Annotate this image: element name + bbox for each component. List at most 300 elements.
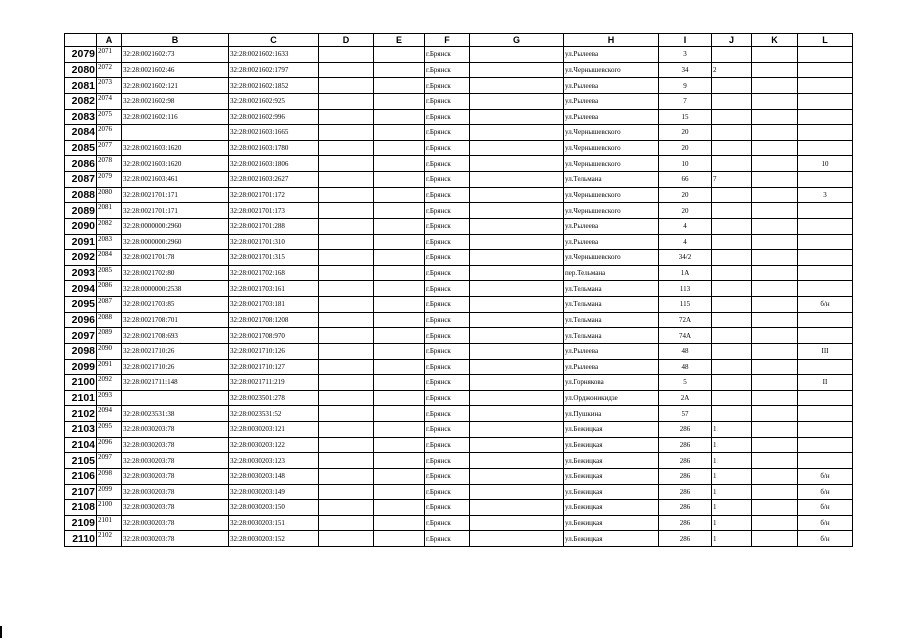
cell-h[interactable]: ул.Чернышевского <box>564 156 659 172</box>
row-number[interactable]: 2091 <box>65 234 97 250</box>
column-header-i[interactable]: I <box>659 34 712 47</box>
cell-h[interactable]: ул.Бежицкая <box>564 468 659 484</box>
cell-e[interactable] <box>374 78 425 94</box>
cell-c[interactable]: 32:28:0021701:173 <box>229 203 319 219</box>
cell-h[interactable]: ул.Рылеева <box>564 47 659 63</box>
cell-c[interactable]: 32:28:0021602:1633 <box>229 47 319 63</box>
cell-g[interactable] <box>470 234 564 250</box>
cell-j[interactable]: 1 <box>712 484 752 500</box>
cell-l[interactable] <box>798 78 853 94</box>
cell-k[interactable] <box>752 437 798 453</box>
table-row[interactable] <box>65 468 853 484</box>
cell-d[interactable] <box>319 406 374 422</box>
cell-d[interactable] <box>319 78 374 94</box>
cell-h[interactable]: ул.Рылеева <box>564 359 659 375</box>
cell-e[interactable] <box>374 437 425 453</box>
cell-k[interactable] <box>752 343 798 359</box>
column-header-k[interactable]: K <box>752 34 798 47</box>
cell-j[interactable]: 1 <box>712 468 752 484</box>
row-number[interactable]: 2085 <box>65 140 97 156</box>
cell-g[interactable] <box>470 312 564 328</box>
cell-k[interactable] <box>752 515 798 531</box>
cell-k[interactable] <box>752 328 798 344</box>
cell-f[interactable]: г.Брянск <box>425 234 470 250</box>
cell-j[interactable]: 1 <box>712 437 752 453</box>
cell-j[interactable] <box>712 93 752 109</box>
table-row[interactable] <box>65 390 853 406</box>
table-row[interactable] <box>65 359 853 375</box>
cell-d[interactable] <box>319 515 374 531</box>
cell-i[interactable]: 286 <box>659 515 712 531</box>
cell-d[interactable] <box>319 437 374 453</box>
cell-f[interactable]: г.Брянск <box>425 47 470 63</box>
cell-h[interactable]: ул.Горнякова <box>564 375 659 391</box>
cell-a[interactable]: 2091 <box>97 359 122 375</box>
table-row[interactable] <box>65 297 853 313</box>
cell-j[interactable] <box>712 47 752 63</box>
cell-b[interactable]: 32:28:0030203:78 <box>122 437 229 453</box>
cell-l[interactable]: б/н <box>798 468 853 484</box>
table-row[interactable] <box>65 125 853 141</box>
cell-i[interactable]: 286 <box>659 437 712 453</box>
cell-a[interactable]: 2101 <box>97 515 122 531</box>
cell-b[interactable]: 32:28:0021708:701 <box>122 312 229 328</box>
cell-j[interactable] <box>712 406 752 422</box>
cell-d[interactable] <box>319 375 374 391</box>
cell-g[interactable] <box>470 422 564 438</box>
cell-d[interactable] <box>319 359 374 375</box>
cell-g[interactable] <box>470 156 564 172</box>
row-number[interactable]: 2082 <box>65 93 97 109</box>
cell-l[interactable]: 10 <box>798 156 853 172</box>
cell-e[interactable] <box>374 187 425 203</box>
column-header-l[interactable]: L <box>798 34 853 47</box>
cell-k[interactable] <box>752 140 798 156</box>
cell-e[interactable] <box>374 203 425 219</box>
cell-d[interactable] <box>319 343 374 359</box>
cell-h[interactable]: ул.Рылеева <box>564 78 659 94</box>
cell-i[interactable]: 66 <box>659 172 712 188</box>
cell-b[interactable]: 32:28:0021602:46 <box>122 62 229 78</box>
cell-a[interactable]: 2073 <box>97 78 122 94</box>
row-number[interactable]: 2107 <box>65 484 97 500</box>
cell-k[interactable] <box>752 78 798 94</box>
cell-k[interactable] <box>752 47 798 63</box>
cell-h[interactable]: ул.Тельмана <box>564 172 659 188</box>
cell-c[interactable]: 32:28:0021602:1852 <box>229 78 319 94</box>
cell-e[interactable] <box>374 218 425 234</box>
cell-b[interactable]: 32:28:0021710:26 <box>122 343 229 359</box>
cell-g[interactable] <box>470 515 564 531</box>
cell-f[interactable]: г.Брянск <box>425 62 470 78</box>
cell-k[interactable] <box>752 406 798 422</box>
cell-k[interactable] <box>752 125 798 141</box>
table-row[interactable] <box>65 62 853 78</box>
cell-e[interactable] <box>374 265 425 281</box>
cell-k[interactable] <box>752 203 798 219</box>
cell-h[interactable]: ул.Бежицкая <box>564 437 659 453</box>
cell-a[interactable]: 2081 <box>97 203 122 219</box>
cell-a[interactable]: 2082 <box>97 218 122 234</box>
cell-g[interactable] <box>470 250 564 266</box>
cell-c[interactable]: 32:28:0030203:122 <box>229 437 319 453</box>
table-row[interactable] <box>65 375 853 391</box>
cell-l[interactable] <box>798 328 853 344</box>
cell-e[interactable] <box>374 156 425 172</box>
cell-b[interactable]: 32:28:0030203:78 <box>122 468 229 484</box>
cell-c[interactable]: 32:28:0021603:1806 <box>229 156 319 172</box>
cell-l[interactable]: б/н <box>798 500 853 516</box>
cell-g[interactable] <box>470 406 564 422</box>
cell-j[interactable] <box>712 390 752 406</box>
cell-f[interactable]: г.Брянск <box>425 93 470 109</box>
cell-j[interactable] <box>712 187 752 203</box>
cell-d[interactable] <box>319 390 374 406</box>
column-header-a[interactable]: A <box>97 34 122 47</box>
cell-c[interactable]: 32:28:0023531:52 <box>229 406 319 422</box>
cell-h[interactable]: ул.Орджоникидзе <box>564 390 659 406</box>
cell-a[interactable]: 2095 <box>97 422 122 438</box>
cell-c[interactable]: 32:28:0021708:1208 <box>229 312 319 328</box>
cell-l[interactable]: III <box>798 343 853 359</box>
cell-l[interactable]: б/н <box>798 297 853 313</box>
cell-g[interactable] <box>470 218 564 234</box>
cell-g[interactable] <box>470 343 564 359</box>
cell-c[interactable]: 32:28:0021708:970 <box>229 328 319 344</box>
cell-c[interactable]: 32:28:0021701:310 <box>229 234 319 250</box>
cell-h[interactable]: пер.Тельмана <box>564 265 659 281</box>
cell-c[interactable]: 32:28:0021703:161 <box>229 281 319 297</box>
row-number[interactable]: 2089 <box>65 203 97 219</box>
cell-b[interactable]: 32:28:0021602:116 <box>122 109 229 125</box>
cell-a[interactable]: 2092 <box>97 375 122 391</box>
cell-l[interactable] <box>798 390 853 406</box>
cell-f[interactable]: г.Брянск <box>425 390 470 406</box>
cell-a[interactable]: 2071 <box>97 47 122 63</box>
cell-d[interactable] <box>319 172 374 188</box>
cell-a[interactable]: 2077 <box>97 140 122 156</box>
cell-a[interactable]: 2088 <box>97 312 122 328</box>
cell-c[interactable]: 32:28:0030203:152 <box>229 531 319 547</box>
cell-g[interactable] <box>470 93 564 109</box>
cell-k[interactable] <box>752 93 798 109</box>
cell-k[interactable] <box>752 453 798 469</box>
cell-k[interactable] <box>752 265 798 281</box>
cell-c[interactable]: 32:28:0023501:278 <box>229 390 319 406</box>
cell-c[interactable]: 32:28:0021602:925 <box>229 93 319 109</box>
cell-a[interactable]: 2090 <box>97 343 122 359</box>
cell-k[interactable] <box>752 62 798 78</box>
cell-a[interactable]: 2099 <box>97 484 122 500</box>
cell-l[interactable] <box>798 140 853 156</box>
cell-f[interactable]: г.Брянск <box>425 500 470 516</box>
cell-k[interactable] <box>752 312 798 328</box>
cell-g[interactable] <box>470 187 564 203</box>
table-row[interactable] <box>65 484 853 500</box>
row-number[interactable]: 2105 <box>65 453 97 469</box>
cell-l[interactable] <box>798 47 853 63</box>
cell-l[interactable] <box>798 437 853 453</box>
row-number[interactable]: 2095 <box>65 297 97 313</box>
cell-j[interactable]: 1 <box>712 531 752 547</box>
cell-e[interactable] <box>374 297 425 313</box>
cell-c[interactable]: 32:28:0021701:315 <box>229 250 319 266</box>
cell-g[interactable] <box>470 500 564 516</box>
cell-l[interactable] <box>798 172 853 188</box>
table-row[interactable] <box>65 281 853 297</box>
cell-j[interactable] <box>712 281 752 297</box>
cell-k[interactable] <box>752 390 798 406</box>
cell-b[interactable]: 32:28:0021701:78 <box>122 250 229 266</box>
cell-k[interactable] <box>752 187 798 203</box>
cell-a[interactable]: 2078 <box>97 156 122 172</box>
cell-i[interactable]: 34/2 <box>659 250 712 266</box>
cell-a[interactable]: 2096 <box>97 437 122 453</box>
row-number[interactable]: 2096 <box>65 312 97 328</box>
cell-e[interactable] <box>374 343 425 359</box>
cell-a[interactable]: 2100 <box>97 500 122 516</box>
cell-c[interactable]: 32:28:0030203:148 <box>229 468 319 484</box>
cell-g[interactable] <box>470 125 564 141</box>
row-number[interactable]: 2103 <box>65 422 97 438</box>
cell-g[interactable] <box>470 453 564 469</box>
cell-h[interactable]: ул.Рылеева <box>564 109 659 125</box>
cell-a[interactable]: 2087 <box>97 297 122 313</box>
cell-a[interactable]: 2102 <box>97 531 122 547</box>
cell-e[interactable] <box>374 47 425 63</box>
cell-j[interactable]: 7 <box>712 172 752 188</box>
column-header-f[interactable]: F <box>425 34 470 47</box>
cell-g[interactable] <box>470 172 564 188</box>
cell-i[interactable]: 20 <box>659 125 712 141</box>
cell-c[interactable]: 32:28:0021701:172 <box>229 187 319 203</box>
row-number[interactable]: 2079 <box>65 47 97 63</box>
cell-h[interactable]: ул.Чернышевского <box>564 203 659 219</box>
row-number[interactable]: 2081 <box>65 78 97 94</box>
cell-c[interactable]: 32:28:0021603:1780 <box>229 140 319 156</box>
cell-k[interactable] <box>752 359 798 375</box>
cell-k[interactable] <box>752 500 798 516</box>
cell-l[interactable] <box>798 281 853 297</box>
cell-b[interactable]: 32:28:0021701:171 <box>122 187 229 203</box>
cell-i[interactable]: 74А <box>659 328 712 344</box>
cell-d[interactable] <box>319 531 374 547</box>
table-row[interactable] <box>65 172 853 188</box>
table-row[interactable] <box>65 203 853 219</box>
row-number[interactable]: 2080 <box>65 62 97 78</box>
cell-c[interactable]: 32:28:0021701:288 <box>229 218 319 234</box>
cell-j[interactable] <box>712 343 752 359</box>
row-number[interactable]: 2093 <box>65 265 97 281</box>
cell-d[interactable] <box>319 453 374 469</box>
cell-d[interactable] <box>319 125 374 141</box>
row-number[interactable]: 2109 <box>65 515 97 531</box>
cell-h[interactable]: ул.Рылеева <box>564 343 659 359</box>
cell-i[interactable]: 286 <box>659 422 712 438</box>
cell-e[interactable] <box>374 468 425 484</box>
cell-b[interactable]: 32:28:0021602:73 <box>122 47 229 63</box>
cell-i[interactable]: 10 <box>659 156 712 172</box>
cell-e[interactable] <box>374 62 425 78</box>
cell-k[interactable] <box>752 172 798 188</box>
cell-e[interactable] <box>374 500 425 516</box>
cell-j[interactable] <box>712 140 752 156</box>
column-header-h[interactable]: H <box>564 34 659 47</box>
cell-d[interactable] <box>319 93 374 109</box>
row-number[interactable]: 2087 <box>65 172 97 188</box>
cell-h[interactable]: ул.Чернышевского <box>564 250 659 266</box>
column-header-c[interactable]: C <box>229 34 319 47</box>
cell-a[interactable]: 2079 <box>97 172 122 188</box>
cell-b[interactable]: 32:28:0021702:80 <box>122 265 229 281</box>
cell-f[interactable]: г.Брянск <box>425 140 470 156</box>
cell-l[interactable] <box>798 62 853 78</box>
cell-b[interactable]: 32:28:0021602:98 <box>122 93 229 109</box>
cell-d[interactable] <box>319 109 374 125</box>
cell-j[interactable] <box>712 375 752 391</box>
cell-a[interactable]: 2076 <box>97 125 122 141</box>
cell-l[interactable] <box>798 359 853 375</box>
cell-k[interactable] <box>752 234 798 250</box>
cell-i[interactable]: 286 <box>659 500 712 516</box>
cell-i[interactable]: 20 <box>659 140 712 156</box>
cell-l[interactable] <box>798 93 853 109</box>
cell-l[interactable] <box>798 125 853 141</box>
cell-l[interactable]: II <box>798 375 853 391</box>
cell-d[interactable] <box>319 218 374 234</box>
cell-e[interactable] <box>374 109 425 125</box>
cell-g[interactable] <box>470 297 564 313</box>
cell-i[interactable]: 7 <box>659 93 712 109</box>
cell-a[interactable]: 2094 <box>97 406 122 422</box>
cell-d[interactable] <box>319 47 374 63</box>
row-number[interactable]: 2083 <box>65 109 97 125</box>
cell-g[interactable] <box>470 203 564 219</box>
cell-b[interactable]: 32:28:0030203:78 <box>122 453 229 469</box>
cell-i[interactable]: 48 <box>659 343 712 359</box>
cell-h[interactable]: ул.Бежицкая <box>564 531 659 547</box>
cell-e[interactable] <box>374 484 425 500</box>
cell-c[interactable]: 32:28:0030203:121 <box>229 422 319 438</box>
cell-k[interactable] <box>752 250 798 266</box>
cell-b[interactable]: 32:28:0023531:38 <box>122 406 229 422</box>
cell-e[interactable] <box>374 515 425 531</box>
cell-i[interactable]: 1А <box>659 265 712 281</box>
cell-c[interactable]: 32:28:0021703:181 <box>229 297 319 313</box>
cell-k[interactable] <box>752 297 798 313</box>
cell-g[interactable] <box>470 281 564 297</box>
table-row[interactable] <box>65 234 853 250</box>
cell-c[interactable]: 32:28:0021603:1665 <box>229 125 319 141</box>
cell-f[interactable]: г.Брянск <box>425 328 470 344</box>
cell-h[interactable]: ул.Чернышевского <box>564 125 659 141</box>
cell-a[interactable]: 2098 <box>97 468 122 484</box>
table-row[interactable] <box>65 343 853 359</box>
cell-f[interactable]: г.Брянск <box>425 343 470 359</box>
cell-f[interactable]: г.Брянск <box>425 297 470 313</box>
cell-g[interactable] <box>470 265 564 281</box>
cell-e[interactable] <box>374 281 425 297</box>
cell-i[interactable]: 4 <box>659 234 712 250</box>
cell-i[interactable]: 20 <box>659 203 712 219</box>
cell-c[interactable]: 32:28:0021711:219 <box>229 375 319 391</box>
row-number[interactable]: 2090 <box>65 218 97 234</box>
cell-i[interactable]: 286 <box>659 484 712 500</box>
cell-h[interactable]: ул.Тельмана <box>564 312 659 328</box>
cell-c[interactable]: 32:28:0021702:168 <box>229 265 319 281</box>
table-row[interactable] <box>65 187 853 203</box>
cell-f[interactable]: г.Брянск <box>425 250 470 266</box>
cell-i[interactable]: 9 <box>659 78 712 94</box>
cell-e[interactable] <box>374 140 425 156</box>
cell-c[interactable]: 32:28:0021603:2627 <box>229 172 319 188</box>
cell-f[interactable]: г.Брянск <box>425 531 470 547</box>
cell-d[interactable] <box>319 265 374 281</box>
cell-j[interactable] <box>712 109 752 125</box>
column-header-j[interactable]: J <box>712 34 752 47</box>
table-row[interactable] <box>65 515 853 531</box>
cell-j[interactable] <box>712 297 752 313</box>
cell-a[interactable]: 2086 <box>97 281 122 297</box>
cell-j[interactable] <box>712 203 752 219</box>
cell-l[interactable] <box>798 234 853 250</box>
cell-i[interactable]: 34 <box>659 62 712 78</box>
cell-c[interactable]: 32:28:0021710:127 <box>229 359 319 375</box>
cell-j[interactable] <box>712 218 752 234</box>
cell-i[interactable]: 286 <box>659 531 712 547</box>
table-row[interactable] <box>65 265 853 281</box>
cell-e[interactable] <box>374 93 425 109</box>
row-number[interactable]: 2086 <box>65 156 97 172</box>
cell-j[interactable] <box>712 312 752 328</box>
cell-e[interactable] <box>374 172 425 188</box>
cell-c[interactable]: 32:28:0021602:996 <box>229 109 319 125</box>
cell-c[interactable]: 32:28:0030203:149 <box>229 484 319 500</box>
cell-h[interactable]: ул.Чернышевского <box>564 140 659 156</box>
row-number[interactable]: 2088 <box>65 187 97 203</box>
row-number[interactable]: 2099 <box>65 359 97 375</box>
cell-f[interactable]: г.Брянск <box>425 125 470 141</box>
cell-g[interactable] <box>470 62 564 78</box>
cell-j[interactable] <box>712 234 752 250</box>
table-row[interactable] <box>65 531 853 547</box>
cell-g[interactable] <box>470 390 564 406</box>
cell-d[interactable] <box>319 468 374 484</box>
cell-b[interactable]: 32:28:0021711:148 <box>122 375 229 391</box>
cell-i[interactable]: 2А <box>659 390 712 406</box>
cell-f[interactable]: г.Брянск <box>425 187 470 203</box>
cell-a[interactable]: 2093 <box>97 390 122 406</box>
cell-f[interactable]: г.Брянск <box>425 203 470 219</box>
cell-k[interactable] <box>752 484 798 500</box>
cell-l[interactable]: б/н <box>798 484 853 500</box>
cell-f[interactable]: г.Брянск <box>425 484 470 500</box>
cell-h[interactable]: ул.Рылеева <box>564 234 659 250</box>
cell-f[interactable]: г.Брянск <box>425 375 470 391</box>
cell-c[interactable]: 32:28:0030203:151 <box>229 515 319 531</box>
cell-d[interactable] <box>319 140 374 156</box>
cell-j[interactable]: 1 <box>712 453 752 469</box>
cell-b[interactable]: 32:28:0000000:2538 <box>122 281 229 297</box>
cell-i[interactable]: 286 <box>659 453 712 469</box>
cell-l[interactable]: б/н <box>798 515 853 531</box>
cell-g[interactable] <box>470 47 564 63</box>
cell-f[interactable]: г.Брянск <box>425 453 470 469</box>
cell-h[interactable]: ул.Бежицкая <box>564 422 659 438</box>
cell-g[interactable] <box>470 140 564 156</box>
cell-l[interactable] <box>798 109 853 125</box>
cell-a[interactable]: 2083 <box>97 234 122 250</box>
